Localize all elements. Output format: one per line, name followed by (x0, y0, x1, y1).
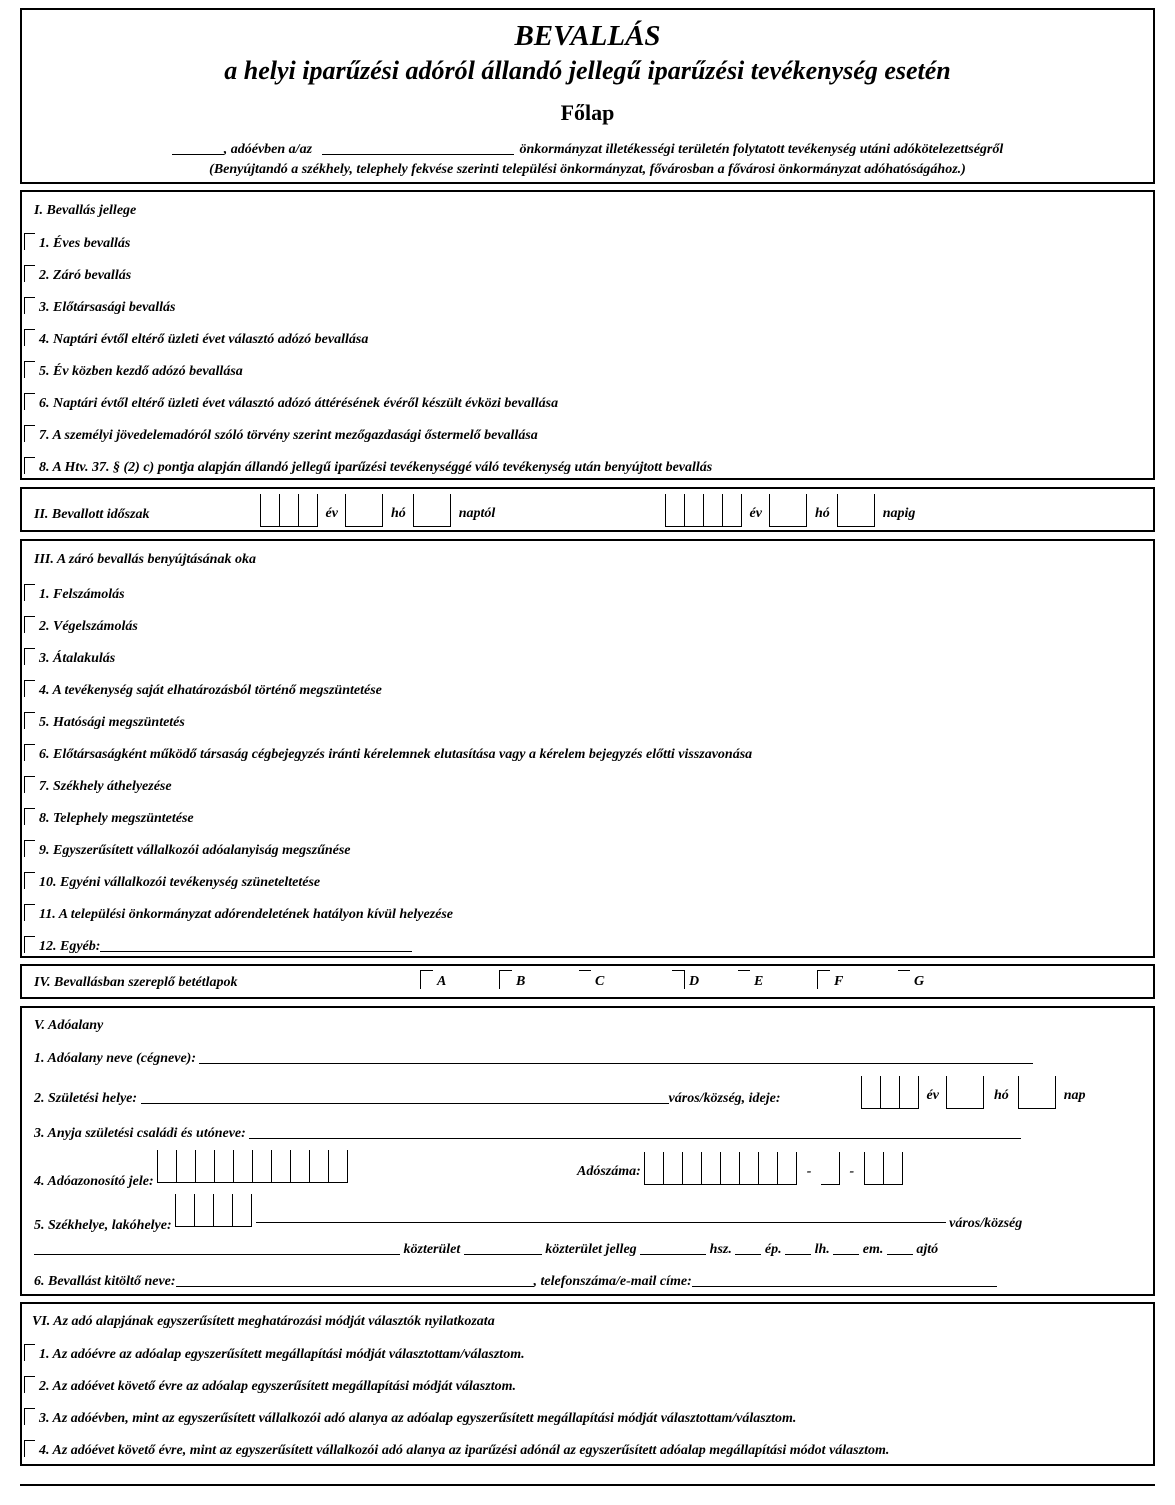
s3-option-label: 3. Átalakulás (39, 651, 116, 666)
s3-option-11 (24, 904, 453, 923)
s3-option-label: 10. Egyéni vállalkozói tevékenység szüneteltetése (39, 875, 321, 890)
filler-row (34, 1272, 997, 1290)
section-5-title: V. Adóalany (34, 1018, 104, 1033)
hsz-label: hsz. (709, 1242, 732, 1257)
s1-option-label: 2. Záró bevallás (39, 268, 132, 283)
attachment-e-checkbox[interactable] (738, 970, 750, 989)
section-2-title: II. Bevallott időszak (34, 507, 150, 522)
seat-field[interactable] (256, 1208, 946, 1223)
s1-option-label: 5. Év közben kezdő adózó bevallása (39, 364, 243, 379)
from-naptol-label: naptól (458, 506, 496, 521)
header-line (22, 140, 1153, 158)
to-year-cells[interactable] (665, 494, 742, 527)
s3-option-label: 6. Előtársaságként működő társaság cégbejegyzés iránti kérelemnek elutasítása vagy a kérelem bejegyzés előtti visszavonása (39, 747, 753, 762)
s6-option-label: 4. Az adóévet követő évre, mint az egyszerűsített vállalkozói adó alanya az iparűzési adónál az egyszerűsített adóalap megállapítási módot választom. (39, 1443, 890, 1458)
em-field[interactable] (887, 1240, 913, 1255)
s1-option-7 (24, 425, 538, 444)
s6-checkbox-1[interactable] (24, 1344, 35, 1361)
s6-option-label: 2. Az adóévet követő évre az adóalap egyszerűsített megállapítási módját választom. (39, 1379, 516, 1394)
header-line-b: önkormányzat illetékességi területén folytatott tevékenység utáni adókötelezettségről (519, 142, 1004, 157)
attachment-c (579, 970, 604, 990)
s3-checkbox-10[interactable] (24, 872, 35, 889)
s3-checkbox-9[interactable] (24, 840, 35, 857)
s3-option-7 (24, 776, 172, 795)
s3-option-12 (24, 936, 412, 955)
section-4-title: IV. Bevallásban szereplő betétlapok (34, 975, 238, 990)
to-ho-label: hó (814, 506, 830, 521)
attachment-g-checkbox[interactable] (898, 970, 910, 989)
s3-option-label: 5. Hatósági megszüntetés (39, 715, 185, 730)
taxid-row (34, 1150, 348, 1189)
s3-checkbox-2[interactable] (24, 616, 35, 633)
attachment-label: C (595, 974, 605, 989)
s1-option-label: 4. Naptári évtől eltérő üzleti évet választó adózó bevallása (39, 332, 369, 347)
municipality-field[interactable] (322, 140, 514, 155)
header-box (20, 8, 1155, 184)
attachment-f-checkbox[interactable] (817, 970, 830, 989)
section-6-title: VI. Az adó alapjának egyszerűsített meghatározási módját választók nyilatkozata (32, 1314, 495, 1329)
header-line-a: , adóévben a/az (223, 142, 313, 157)
s3-checkbox-1[interactable] (24, 584, 35, 601)
attachment-d (672, 970, 699, 990)
s3-option-label: 2. Végelszámolás (39, 619, 138, 634)
s3-checkbox-8[interactable] (24, 808, 35, 825)
name-field[interactable] (199, 1049, 1033, 1064)
s3-checkbox-6[interactable] (24, 744, 35, 761)
s3-checkbox-12[interactable] (24, 936, 35, 953)
taxnum-dash1: - (806, 1164, 812, 1179)
s1-option-5 (24, 361, 243, 380)
s1-option-label: 6. Naptári évtől eltérő üzleti évet választó adózó áttérésének évéről készült évközi bevallása (39, 396, 559, 411)
to-napig-label: napig (882, 506, 916, 521)
from-ho-label: hó (390, 506, 406, 521)
lh-field[interactable] (833, 1240, 859, 1255)
s6-option-1 (24, 1344, 525, 1363)
mother-label: 3. Anyja születési családi és utóneve: (34, 1126, 246, 1141)
from-ev-label: év (325, 506, 338, 521)
form-title: BEVALLÁS (514, 20, 661, 52)
s3-option-label: 11. A települési önkormányzat adórendeletének hatályon kívül helyezése (39, 907, 454, 922)
s1-option-3 (24, 297, 176, 316)
attachment-label: A (437, 974, 447, 989)
attachment-b-checkbox[interactable] (499, 970, 512, 989)
ep-field[interactable] (785, 1240, 811, 1255)
s1-option-4 (24, 329, 368, 348)
address-row (34, 1240, 938, 1258)
from-year-cells[interactable] (260, 494, 318, 527)
ajto-label: ajtó (916, 1242, 939, 1257)
page-label: Főlap (560, 100, 615, 125)
s6-checkbox-4[interactable] (24, 1440, 35, 1457)
filler-label: 6. Bevallást kitöltő neve: (34, 1274, 176, 1289)
s3-option-1 (24, 584, 125, 603)
s6-checkbox-2[interactable] (24, 1376, 35, 1393)
s1-checkbox-3[interactable] (24, 297, 35, 314)
s3-checkbox-7[interactable] (24, 776, 35, 793)
mother-row (34, 1124, 1021, 1142)
birth-nap-label: nap (1063, 1088, 1086, 1103)
s3-option-2 (24, 616, 138, 635)
attachment-label: B (516, 974, 526, 989)
seat-label: 5. Székhelye, lakóhelye: (34, 1218, 172, 1233)
taxnum-mid-cell[interactable] (821, 1152, 840, 1185)
from-day-cells[interactable] (413, 494, 451, 527)
attachment-label: D (689, 974, 700, 989)
attachment-f (817, 970, 843, 990)
attachment-a-checkbox[interactable] (420, 970, 433, 989)
s1-option-2 (24, 265, 131, 284)
birth-day-cells[interactable] (1018, 1076, 1056, 1109)
s6-option-label: 3. Az adóévben, mint az egyszerűsített vállalkozói adó alanya az adóalap egyszerűsített megállapítási módját választottam/választom. (39, 1411, 797, 1426)
attachment-label: E (754, 974, 764, 989)
to-day-cells[interactable] (837, 494, 875, 527)
birth-date (861, 1076, 1086, 1109)
taxnum-end-cells[interactable] (864, 1152, 903, 1185)
street-field[interactable] (34, 1240, 400, 1255)
em-label: em. (862, 1242, 884, 1257)
s3-option-5 (24, 712, 185, 731)
s3-option-10 (24, 872, 320, 891)
s1-checkbox-4[interactable] (24, 329, 35, 346)
birthplace-label: 2. Születési helye: (34, 1091, 138, 1106)
s3-checkbox-4[interactable] (24, 680, 35, 697)
attachment-c-checkbox[interactable] (579, 970, 591, 989)
kozterulet-jelleg-label: közterület jelleg (545, 1242, 637, 1257)
s1-option-label: 1. Éves bevallás (39, 236, 131, 251)
s6-checkbox-3[interactable] (24, 1408, 35, 1425)
attachment-d-checkbox[interactable] (672, 970, 685, 989)
mother-field[interactable] (249, 1124, 1021, 1139)
s3-option-label: 8. Telephely megszüntetése (39, 811, 194, 826)
bottom-rule (20, 1484, 1155, 1486)
s1-option-6 (24, 393, 558, 412)
phone-label: , telefonszáma/e-mail címe: (533, 1274, 692, 1289)
varos-label: város/község (949, 1216, 1023, 1231)
s3-option-8 (24, 808, 194, 827)
birthplace-field[interactable] (141, 1089, 669, 1104)
to-month-cells[interactable] (769, 494, 807, 527)
s6-option-4 (24, 1440, 889, 1459)
taxid-label: 4. Adóazonosító jele: (34, 1174, 154, 1189)
birth-year-cells[interactable] (861, 1076, 919, 1109)
s6-option-2 (24, 1376, 516, 1395)
period-from (260, 494, 495, 527)
s3-checkbox-3[interactable] (24, 648, 35, 665)
taxnum-dash2: - (849, 1164, 855, 1179)
street-type-field[interactable] (464, 1240, 542, 1255)
s1-option-label: 7. A személyi jövedelemadóról szóló törvény szerint mezőgazdasági őstermelő bevallása (39, 428, 538, 443)
phone-field[interactable] (692, 1272, 997, 1287)
taxnum-label: Adószáma: (577, 1164, 641, 1179)
attachment-g (898, 970, 924, 990)
section-3 (20, 539, 1155, 958)
s1-option-label: 3. Előtársasági bevallás (39, 300, 176, 315)
s1-checkbox-8[interactable] (24, 457, 35, 474)
s3-checkbox-5[interactable] (24, 712, 35, 729)
s1-checkbox-6[interactable] (24, 393, 35, 410)
name-row (34, 1049, 1033, 1067)
attachment-e (738, 970, 763, 990)
attachment-label: G (914, 974, 925, 989)
year-field[interactable] (172, 140, 224, 155)
section-1-title: I. Bevallás jellege (34, 203, 137, 218)
s1-option-8 (24, 457, 712, 476)
birth-ev-label: év (926, 1088, 939, 1103)
s1-checkbox-2[interactable] (24, 265, 35, 282)
s1-checkbox-7[interactable] (24, 425, 35, 442)
other-reason-field[interactable] (100, 937, 412, 952)
header-note: (Benyújtandó a székhely, telephely fekvése szerinti települési önkormányzat, fővárosban a fővárosi önkormányzat adóhatóságához.) (209, 162, 966, 177)
s3-option-label: 9. Egyszerűsített vállalkozói adóalanyiság megszűnése (39, 843, 351, 858)
attachment-a (420, 970, 446, 990)
section-3-title: III. A záró bevallás benyújtásának oka (34, 552, 256, 567)
taxid-cells[interactable] (157, 1150, 348, 1183)
s3-option-label: 7. Székhely áthelyezése (39, 779, 172, 794)
birth-month-cells[interactable] (946, 1076, 984, 1109)
s1-option-1 (24, 233, 130, 252)
attachment-label: F (834, 974, 844, 989)
lh-label: lh. (814, 1242, 830, 1257)
s3-checkbox-11[interactable] (24, 904, 35, 921)
birth-row (34, 1089, 781, 1107)
taxnum-cells[interactable] (644, 1152, 797, 1185)
s6-option-3 (24, 1408, 796, 1427)
s1-checkbox-5[interactable] (24, 361, 35, 378)
varos-ideje-label: város/község, ideje: (668, 1091, 781, 1106)
section-1 (20, 190, 1155, 480)
ep-label: ép. (764, 1242, 782, 1257)
form-subtitle: a helyi iparűzési adóról állandó jellegű iparűzési tevékenység esetén (224, 56, 951, 85)
section-4 (20, 964, 1155, 999)
attachment-b (499, 970, 525, 990)
s6-option-label: 1. Az adóévre az adóalap egyszerűsített megállapítási módját választottam/választom. (39, 1347, 525, 1362)
house-field[interactable] (640, 1240, 706, 1255)
s3-option-3 (24, 648, 115, 667)
zip-cells[interactable] (175, 1194, 252, 1227)
name-label: 1. Adóalany neve (cégneve): (34, 1051, 196, 1066)
taxnum-row (577, 1152, 903, 1185)
seat-row (34, 1194, 1023, 1233)
s3-option-label: 1. Felszámolás (39, 587, 125, 602)
filler-field[interactable] (176, 1272, 534, 1287)
period-to (665, 494, 915, 527)
birth-ho-label: hó (993, 1088, 1009, 1103)
kozterulet-label: közterület (403, 1242, 461, 1257)
s3-option-label: 4. A tevékenység saját elhatározásból történő megszüntetése (39, 683, 382, 698)
s3-option-4 (24, 680, 382, 699)
s1-option-label: 8. A Htv. 37. § (2) c) pontja alapján állandó jellegű iparűzési tevékenységgé váló tevékenység után benyújtott bevallás (39, 460, 713, 475)
hsz-field[interactable] (735, 1240, 761, 1255)
s3-option-label: 12. Egyéb: (39, 939, 101, 954)
from-month-cells[interactable] (345, 494, 383, 527)
section-2 (20, 487, 1155, 532)
section-6 (20, 1302, 1155, 1466)
section-5 (20, 1006, 1155, 1296)
s3-option-6 (24, 744, 752, 763)
s3-option-9 (24, 840, 351, 859)
s1-checkbox-1[interactable] (24, 233, 35, 250)
to-ev-label: év (749, 506, 762, 521)
